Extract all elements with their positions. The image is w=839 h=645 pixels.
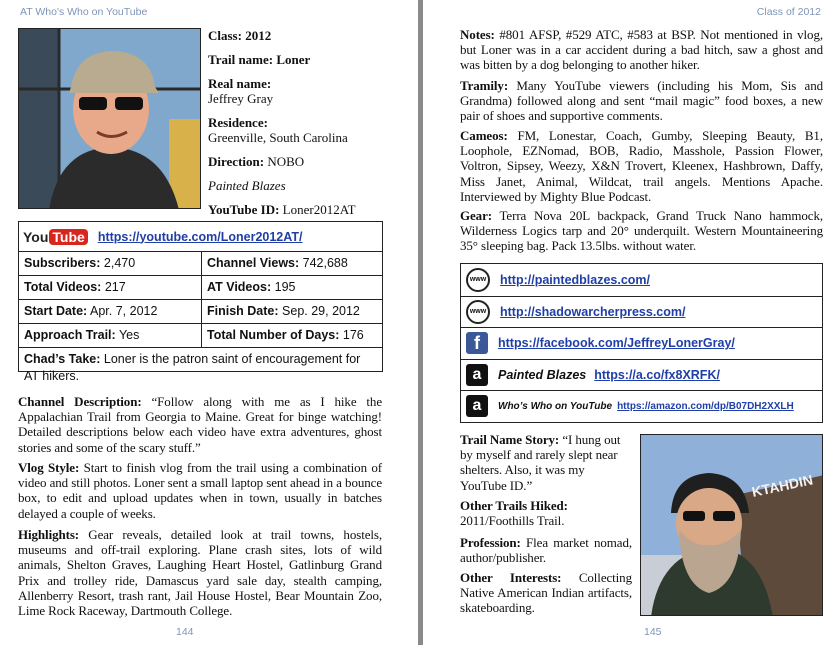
notes-text: #801 AFSP, #529 ATC, #583 at BSP. Not mentioned in vlog, but Loner was in a car accident during a bad hitch, saw a ghost and was bitten by a dog belonging to another hiker. [460, 27, 823, 73]
real-name-label: Real name: [208, 76, 272, 91]
finish-date-value: Sep. 29, 2012 [282, 304, 360, 318]
channel-link-row [19, 222, 382, 251]
vlog-style-label: Vlog Style: [18, 460, 80, 475]
class-label: Class: [208, 28, 242, 43]
finish-date-label: Finish Date: [207, 304, 279, 318]
youtube-id-value: Loner2012AT [282, 202, 356, 217]
katahdin-illustration [641, 435, 823, 616]
chads-take-cell [19, 348, 382, 383]
subscribers-value: 2,470 [103, 256, 136, 270]
amazon-icon: a [466, 364, 488, 386]
trail-name-story [460, 432, 632, 493]
hiker-katahdin-photo [640, 434, 823, 616]
approach-trail-label: Approach Trail: [24, 328, 116, 342]
youtube-logo-tube: Tube [49, 229, 87, 245]
cameos [460, 128, 823, 204]
trail-name-row [208, 52, 413, 67]
stats-row-2 [19, 275, 382, 299]
stats-row-3 [19, 299, 382, 323]
start-date-label: Start Date: [24, 304, 88, 318]
youtube-logo-you: You [23, 228, 49, 245]
total-days-cell [202, 324, 382, 347]
highlights-label: Highlights: [18, 527, 80, 542]
profile-details [208, 28, 413, 226]
stats-row-4 [19, 323, 382, 347]
chads-take-row [19, 347, 382, 383]
painted-blazes-title: Painted Blazes [208, 178, 286, 193]
at-videos-label: AT Videos: [207, 280, 272, 294]
tramily-text: Many YouTube viewers (including his Mom, Sis and Grandma) followed along and sent “mail magic” food boxes, a new pair of shoes and supportive comments. [460, 78, 823, 124]
other-trails [460, 498, 632, 528]
other-trails-label: Other Trails Hiked: [460, 498, 568, 513]
trail-name-story-label: Trail Name Story: [460, 432, 560, 447]
gear [460, 208, 823, 254]
painted-blazes-site-link[interactable]: http://paintedblazes.com/ [500, 272, 651, 287]
trail-name-story-text: “I hung out by myself and rarely slept near shelters. Also, it was my YouTube ID.” [460, 432, 621, 493]
youtube-id-row [208, 202, 413, 217]
portrait-illustration [19, 29, 201, 209]
approach-trail-cell [19, 324, 202, 347]
other-trails-text: 2011/Foothills Trail. [460, 513, 565, 529]
channel-description-label: Channel Description: [18, 394, 142, 409]
cameos-text: FM, Lonestar, Coach, Gumby, Sleeping Beauty, B1, Loophole, EZNomad, BOB, Radio, Masshole, Passion Flower, Voltron, Sipsey, Weezy, X&N Trovert, Kleenex, Hashbrown, Daffy, Miss Janet, Animal, Wildcat, trail angels. Mentions Apache. Interviewed by Mighty Blue Podcast. [460, 128, 823, 204]
real-name-value: Jeffrey Gray [208, 91, 274, 106]
hiker-portrait-photo [18, 28, 201, 209]
link-row-facebook [461, 327, 822, 359]
running-header: AT Who's Who on YouTube [20, 6, 148, 18]
cameos-label: Cameos: [460, 128, 508, 143]
direction-value: NOBO [267, 154, 305, 169]
channel-views-value: 742,688 [302, 256, 348, 270]
residence-value: Greenville, South Carolina [208, 130, 348, 145]
vlog-style-text: Start to finish vlog from the trail using a combination of video and still photos. Loner sent a small laptop sent ahead in a bounce box, to edit and upload updates when in town, usually in batches delayed a couple of weeks. [18, 460, 382, 521]
profession-label: Profession: [460, 535, 521, 550]
other-interests-text: Collecting Native American Indian artifacts, skateboarding. [460, 570, 632, 616]
www-globe-icon: www [466, 268, 490, 292]
at-videos-cell [202, 276, 382, 299]
www-globe-icon: www [466, 300, 490, 324]
channel-views-cell [202, 252, 382, 275]
facebook-icon: f [466, 332, 488, 354]
channel-description-text: “Follow along with me as I hike the Appalachian Trail from Georgia to Maine. Great for binge watching! Detailed descriptions below each video have extra adventures, ghost stories and some of the scary stuff.” [18, 394, 382, 455]
channel-description [18, 394, 382, 455]
trail-name-value: Loner [276, 52, 311, 67]
painted-blazes-amazon-link[interactable]: https://a.co/fx8XRFK/ [594, 367, 720, 382]
stats-row-1 [19, 251, 382, 275]
profession-text: Flea market nomad, author/publisher. [460, 535, 632, 566]
channel-stats-table [18, 221, 383, 383]
chads-take-label: Chad’s Take: [24, 352, 101, 366]
highlights [18, 527, 382, 618]
channel-views-label: Channel Views: [207, 256, 300, 270]
total-days-value: 176 [342, 328, 364, 342]
amazon-icon: a [466, 395, 488, 417]
youtube-logo-icon [23, 229, 88, 245]
notes-label: Notes: [460, 27, 495, 42]
gear-text: Terra Nova 20L backpack, Grand Truck Nano hammock, Wilderness Logics tarp and 20° underquilt. Western Mountaineering 35° sleeping bag. Pack 13.5lbs. without water. [460, 208, 823, 254]
highlights-text: Gear reveals, detailed look at trail towns, hostels, museums and off-trail exploring. Plane crash sites, lots of wild animals, Shelton Graves, Laughing Heart Hostel, Gatlinburg Grand Prix and trolley ride, Damascus yard sale day, stealth camping, Allenberry Resort, trash rant, Jail House Hostel, Bear Mountain Zoo, Lime Rock Raceway, Dartmouth College. [18, 527, 382, 619]
residence-row [208, 115, 413, 145]
class-row [208, 28, 413, 43]
links-box [460, 263, 823, 423]
start-date-cell [19, 300, 202, 323]
link-row-book-painted-blazes [461, 359, 822, 391]
whos-who-amazon-link[interactable]: https://amazon.com/dp/B07DH2XXLH [617, 400, 794, 412]
channel-url-link[interactable]: https://youtube.com/Loner2012AT/ [97, 229, 303, 244]
running-header: Class of 2012 [756, 6, 821, 18]
chads-take-value: Loner is the patron saint of encouragement for AT hikers. [24, 352, 361, 383]
link-row-painted-blazes-site [461, 264, 822, 296]
gear-label: Gear: [460, 208, 492, 223]
tramily [460, 78, 823, 124]
class-value: 2012 [245, 28, 272, 43]
link-row-book-whos-who [461, 390, 822, 422]
total-days-label: Total Number of Days: [207, 328, 340, 342]
notes [460, 27, 823, 73]
finish-date-cell [202, 300, 382, 323]
left-page [0, 0, 418, 645]
subscribers-label: Subscribers: [24, 256, 101, 270]
other-interests-label: Other Interests: [460, 570, 562, 585]
trail-name-label: Trail name: [208, 52, 274, 67]
page-number: 144 [176, 626, 194, 638]
book-title [208, 178, 413, 193]
shadow-archer-site-link[interactable]: http://shadowarcherpress.com/ [500, 304, 686, 319]
approach-trail-value: Yes [118, 328, 140, 342]
direction-row [208, 154, 413, 169]
painted-blazes-book-title: Painted Blazes [498, 367, 587, 382]
vlog-style [18, 460, 382, 521]
at-videos-value: 195 [274, 280, 296, 294]
residence-label: Residence: [208, 115, 268, 130]
link-row-shadow-archer [461, 296, 822, 328]
page-number: 145 [644, 626, 662, 638]
direction-label: Direction: [208, 154, 265, 169]
facebook-link[interactable]: https://facebook.com/JeffreyLonerGray/ [498, 336, 735, 351]
katahdin-sign-text: KTAHDIN [750, 471, 815, 500]
tramily-label: Tramily: [460, 78, 509, 93]
whos-who-book-title: Who’s Who on YouTube [498, 400, 613, 412]
subscribers-cell [19, 252, 202, 275]
total-videos-cell [19, 276, 202, 299]
total-videos-value: 217 [104, 280, 126, 294]
total-videos-label: Total Videos: [24, 280, 102, 294]
other-interests [460, 570, 632, 616]
start-date-value: Apr. 7, 2012 [90, 304, 158, 318]
youtube-id-label: YouTube ID: [208, 202, 280, 217]
profession [460, 535, 632, 565]
real-name-row [208, 76, 413, 106]
